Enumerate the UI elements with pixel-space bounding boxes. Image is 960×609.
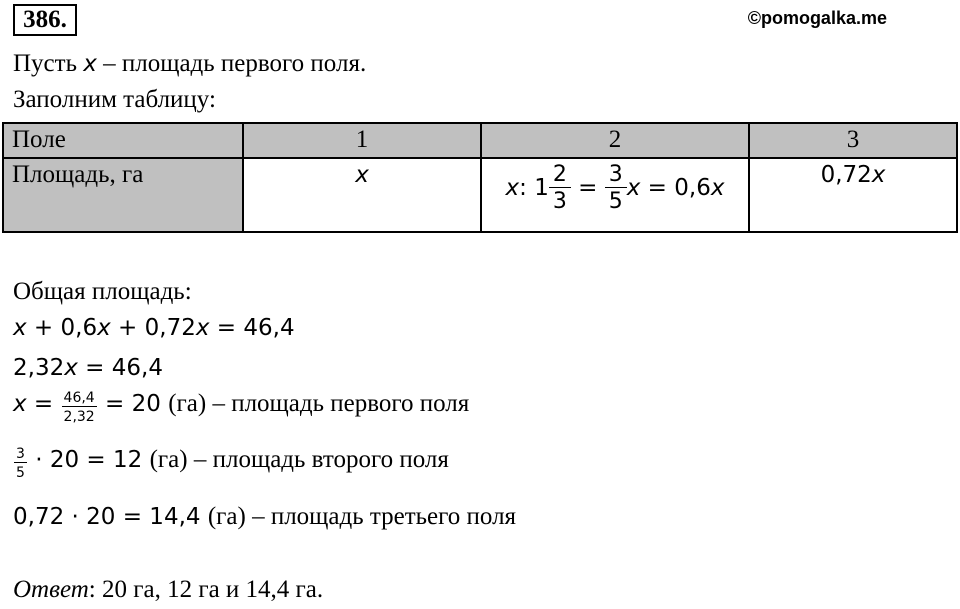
- expr-tail: = 0,6: [640, 175, 711, 201]
- frac-den: 5: [608, 189, 623, 214]
- frac-num: 46,4: [63, 390, 95, 406]
- fraction-three-fifths: [607, 163, 625, 214]
- table-header-cell: 2: [481, 123, 749, 158]
- equation-4: [13, 446, 449, 481]
- fraction-three-fifths-small: [15, 446, 26, 481]
- eq1-a: x: [13, 315, 27, 341]
- site-watermark: ©pomogalka.me: [747, 8, 887, 28]
- table-header-cell: 1: [243, 123, 481, 158]
- eq1-c: x: [97, 315, 111, 341]
- eq2-b: x: [64, 355, 78, 381]
- answer-label: Ответ: [13, 576, 89, 603]
- eq5-expr: 0,72 ⋅ 20 = 14,4: [13, 504, 208, 530]
- answer-line: [13, 576, 323, 604]
- expr-var: x: [505, 175, 520, 201]
- eq1-f: = 46,4: [209, 315, 295, 341]
- area-field-1: [243, 158, 481, 232]
- table-header-cell: 3: [749, 123, 957, 158]
- eq3-eq: =: [26, 391, 61, 418]
- equation-1: [13, 315, 295, 341]
- intro-let-suffix: – площадь первого поля.: [96, 50, 367, 77]
- frac-den: 5: [16, 465, 25, 481]
- table-header-cell: Поле: [3, 123, 243, 158]
- equation-5: [13, 503, 516, 531]
- eq5-unit: (га) – площадь третьего поля: [207, 503, 517, 530]
- fraction-two-thirds: [551, 163, 569, 214]
- area-table: [2, 122, 958, 233]
- eq3-var: x: [13, 391, 27, 418]
- intro-fill-table: Заполним таблицу:: [13, 86, 216, 113]
- area-field-3: [749, 158, 957, 232]
- eq2-c: = 46,4: [77, 355, 163, 381]
- area-field-3-num: 0,72: [820, 162, 872, 188]
- eq2-a: 2,32: [13, 355, 65, 381]
- table-row: [3, 158, 957, 232]
- frac-num: 2: [552, 162, 567, 187]
- eq3-result: = 20: [97, 391, 169, 418]
- expr-tail-var: x: [626, 175, 641, 201]
- eq1-d: + 0,72: [110, 315, 196, 341]
- frac-den: 3: [552, 189, 567, 214]
- equation-3: [13, 390, 469, 425]
- expr-eq: =: [570, 175, 605, 201]
- expr-colon: : 1: [519, 175, 549, 201]
- frac-den: 2,32: [63, 409, 95, 425]
- intro-let-prefix: Пусть: [13, 50, 84, 77]
- frac-num: 3: [608, 162, 623, 187]
- frac-num: 3: [16, 446, 25, 462]
- area-field-3-var: x: [871, 162, 886, 188]
- eq4-expr: ⋅ 20 = 12: [27, 447, 150, 474]
- intro-let-line: [13, 50, 366, 78]
- eq3-unit: (га) – площадь первого поля: [168, 390, 470, 418]
- equation-2: [13, 355, 163, 381]
- intro-var: x: [83, 51, 97, 77]
- area-field-2-expr: [482, 163, 748, 214]
- total-area-label: Общая площадь:: [13, 278, 192, 305]
- expr-tail-var2: x: [710, 175, 725, 201]
- area-field-2: [481, 158, 749, 232]
- row-label-area: Площадь, га: [3, 158, 243, 232]
- eq4-unit: (га) – площадь второго поля: [149, 446, 449, 474]
- eq1-e: x: [195, 315, 210, 341]
- eq1-b: + 0,6: [26, 315, 98, 341]
- answer-text: : 20 га, 12 га и 14,4 га.: [88, 576, 324, 603]
- fraction-46-4-over-2-32: [63, 390, 96, 425]
- table-header-row: [3, 123, 957, 158]
- area-field-1-var: x: [355, 162, 369, 188]
- problem-number: 386.: [13, 4, 77, 36]
